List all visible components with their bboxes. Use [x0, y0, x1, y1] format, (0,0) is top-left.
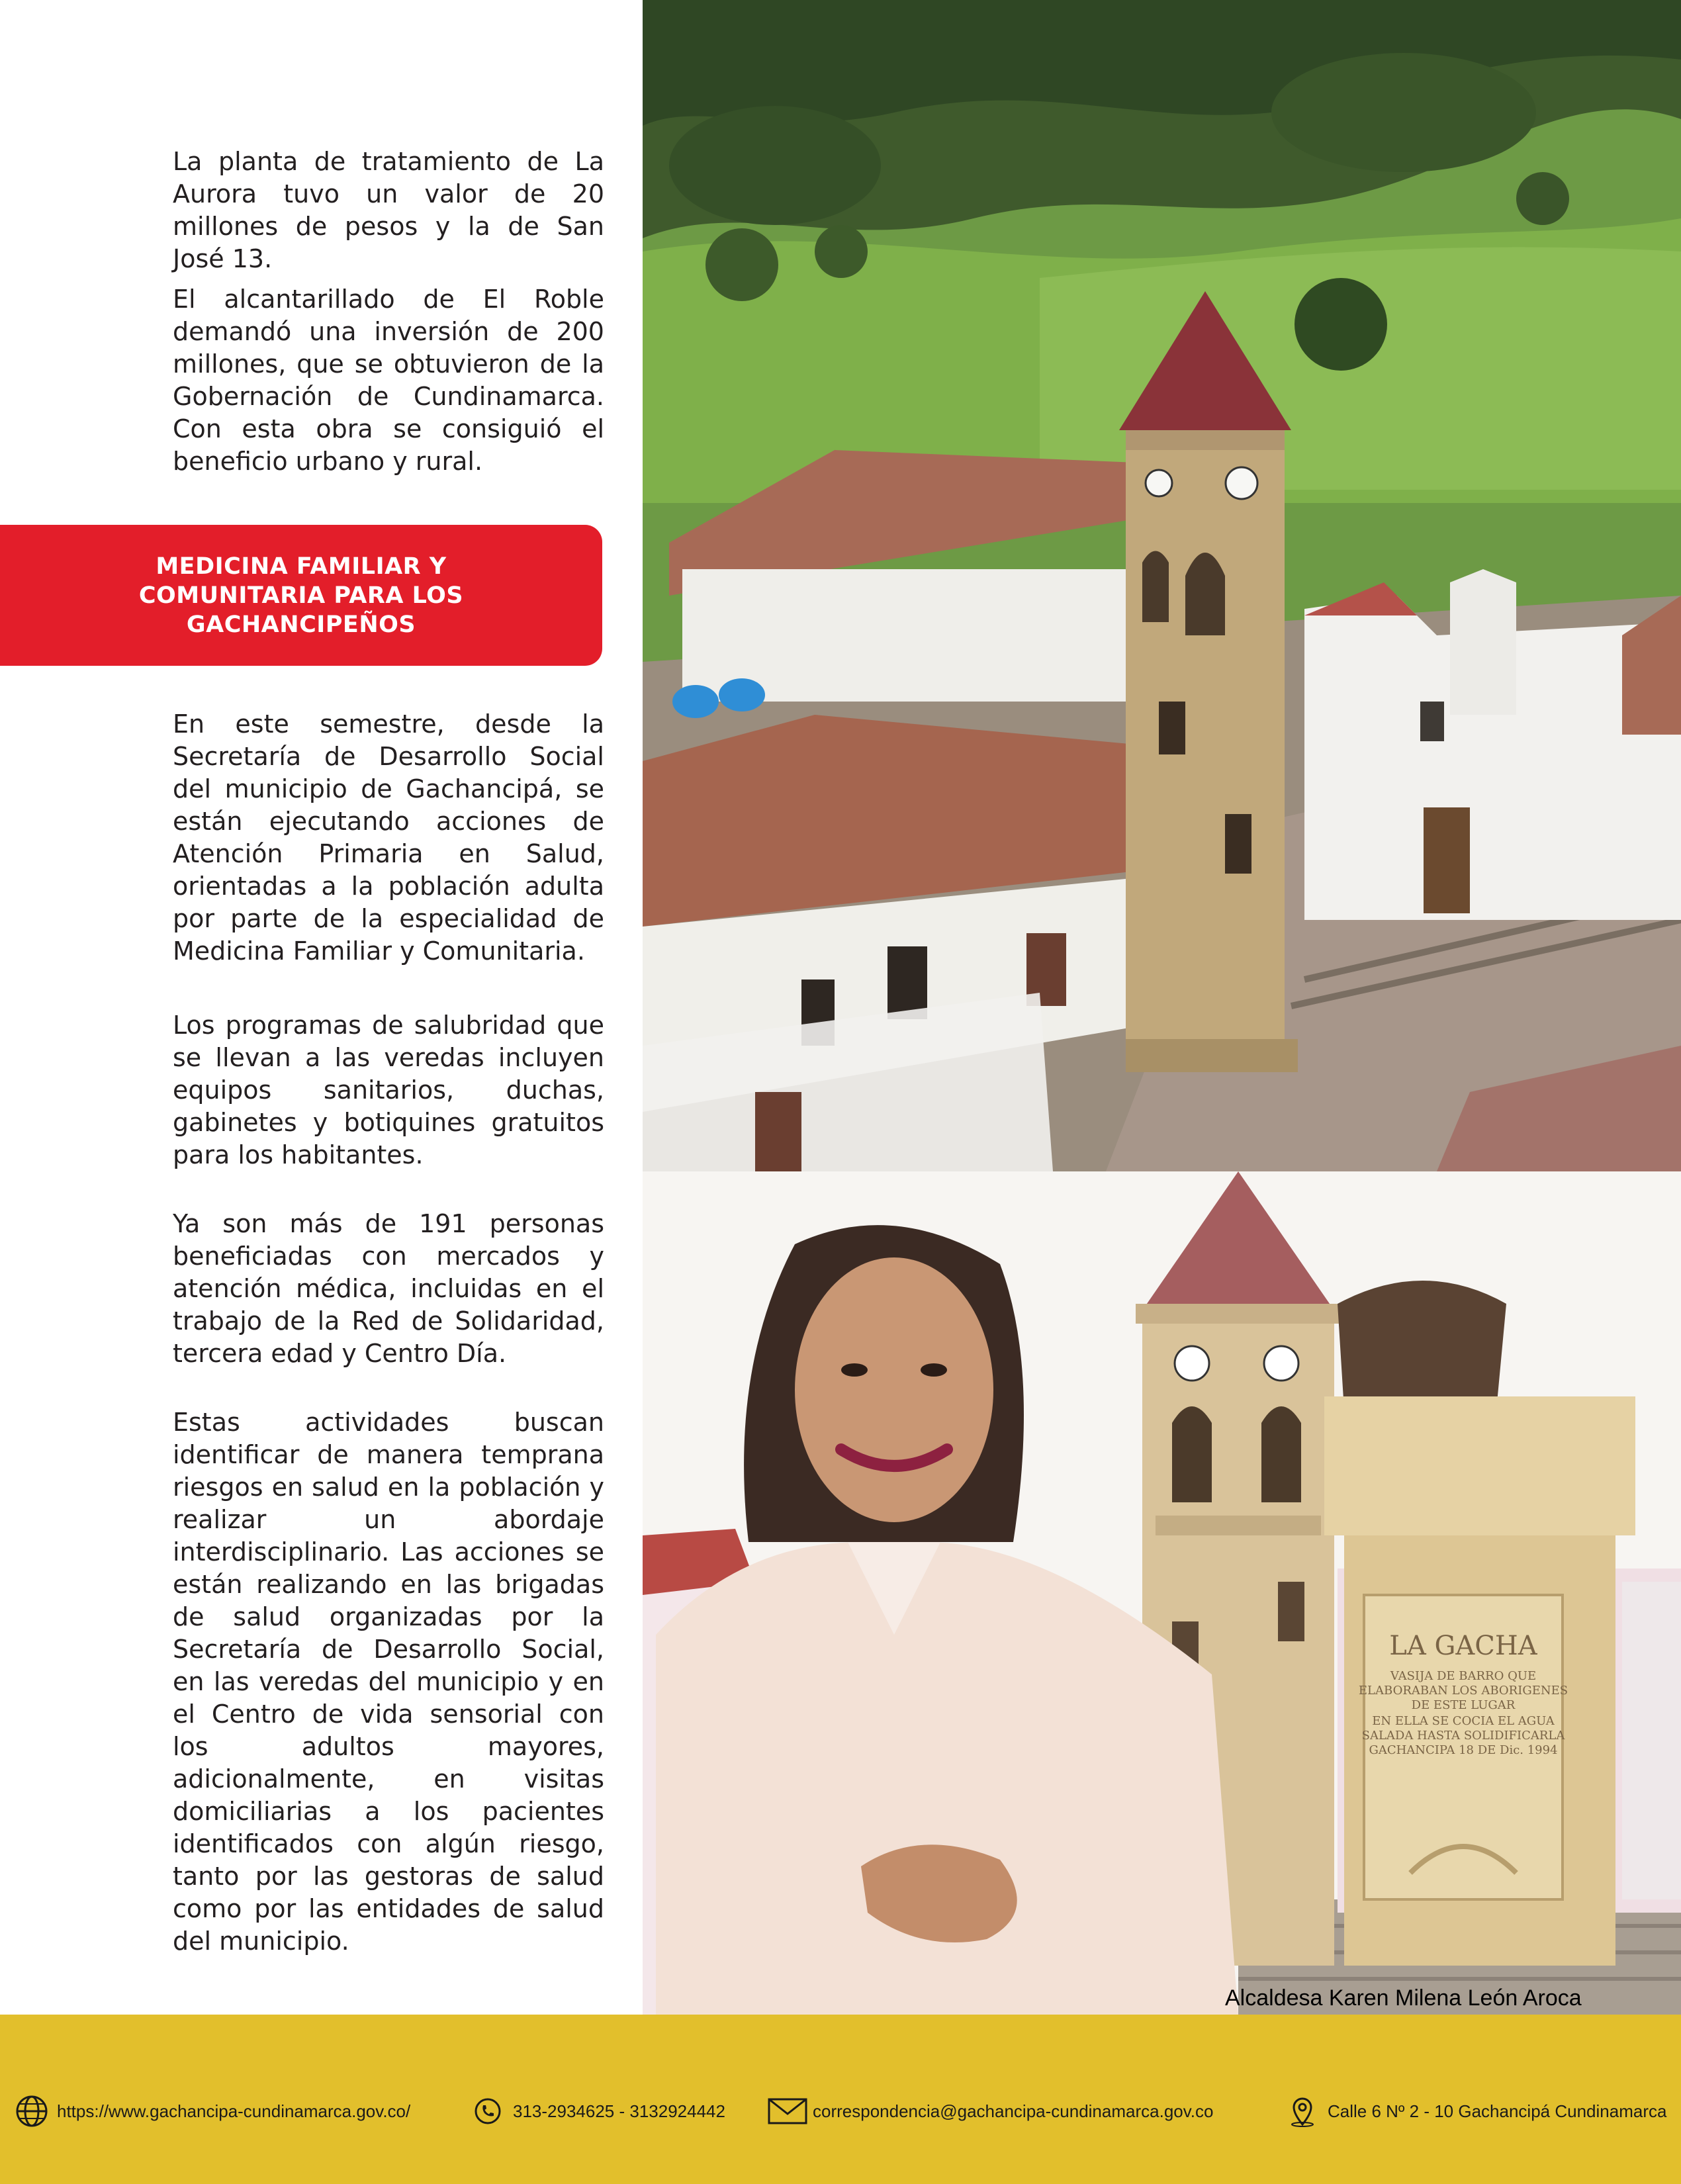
envelope-icon: [768, 2092, 807, 2130]
footer-email-link[interactable]: [768, 2092, 1214, 2130]
svg-text:GACHANCIPA 18 DE Dic. 1994: GACHANCIPA 18 DE Dic. 1994: [1369, 1743, 1558, 1757]
svg-text:VASIJA DE BARRO QUE: VASIJA DE BARRO QUE: [1390, 1669, 1537, 1683]
paragraph-primary-care: En este semestre, desde la Secretaría de Desarrollo Social del municipio de Gachancipá, se están ejecutando acciones de Atención Primaria en Salud, orientadas a la población adulta por parte de la especialidad de Medicina Familiar y Comunitaria.: [173, 709, 604, 966]
phone-icon: [468, 2092, 508, 2130]
svg-text:SALADA HASTA SOLIDIFICARLA: SALADA HASTA SOLIDIFICARLA: [1361, 1729, 1565, 1743]
phone-text: 313-2934625 - 3132924442: [513, 2101, 725, 2121]
paragraph-health-programs: Los programas de salubridad que se llevan a las veredas incluyen equipos sanitarios, duchas, gabinetes y botiquines gratuitos para los habitantes.: [173, 1011, 604, 1169]
location-pin-icon: [1283, 2092, 1322, 2130]
footer-website-link[interactable]: [12, 2092, 410, 2130]
section-heading: MEDICINA FAMILIAR Y COMUNITARIA PARA LOS GACHANCIPEÑOS: [138, 553, 464, 638]
footer-phone-link[interactable]: [468, 2092, 725, 2130]
monument-inscription: [1359, 1631, 1568, 1757]
paragraph-beneficiaries: Ya son más de 191 personas beneficiadas con mercados y atención médica, incluidas en el trabajo de la Red de Solidaridad, tercera edad y Centro Día.: [173, 1209, 604, 1368]
address-text: Calle 6 Nº 2 - 10 Gachancipá Cundinamarca: [1328, 2101, 1667, 2121]
footer-address-link[interactable]: [1283, 2092, 1666, 2130]
email-text: correspondencia@gachancipa-cundinamarca.gov.co: [813, 2101, 1214, 2121]
paragraph-activities: Estas actividades buscan identificar de manera temprana riesgos en salud en la población y realizar un abordaje interdisciplinario. Las acciones se están realizando en las brigadas de salud organizadas por la Secretaría de Desarrollo Social, en las veredas del municipio y en el Centro de vida sensorial con los adultos mayores, adicionalmente, en visitas domiciliarias a los pacientes identificados con algún riesgo, tanto por las gestoras de salud como por las entidades de salud del municipio.: [173, 1408, 604, 1956]
paragraph-treatment-plant: La planta de tratamiento de La Aurora tuvo un valor de 20 millones de pesos y la de San José 13.: [173, 147, 604, 273]
mayor-portrait-photo: [643, 1171, 1681, 2015]
church-landscape-illustration: [643, 0, 1681, 1171]
church-landscape-photo: [643, 0, 1681, 1171]
website-text: https://www.gachancipa-cundinamarca.gov.co/: [57, 2101, 411, 2121]
svg-text:ELABORABAN LOS ABORIGENES: ELABORABAN LOS ABORIGENES: [1358, 1684, 1568, 1698]
footer-contact-bar: [0, 2015, 1681, 2184]
photo-caption: Alcaldesa Karen Milena León Aroca: [1225, 1985, 1582, 2011]
portrait-illustration: [643, 1171, 1681, 2015]
svg-text:DE ESTE LUGAR: DE ESTE LUGAR: [1411, 1698, 1516, 1712]
section-heading-banner: [0, 525, 602, 666]
svg-text:EN ELLA SE COCIA EL AGUA: EN ELLA SE COCIA EL AGUA: [1372, 1714, 1555, 1728]
paragraph-sewerage: El alcantarillado de El Roble demandó una inversión de 200 millones, que se obtuvieron de la Gobernación de Cundinamarca. Con esta obra se consiguió el beneficio urbano y rural.: [173, 285, 604, 476]
globe-icon: [12, 2092, 52, 2130]
svg-text:LA GACHA: LA GACHA: [1389, 1631, 1537, 1661]
